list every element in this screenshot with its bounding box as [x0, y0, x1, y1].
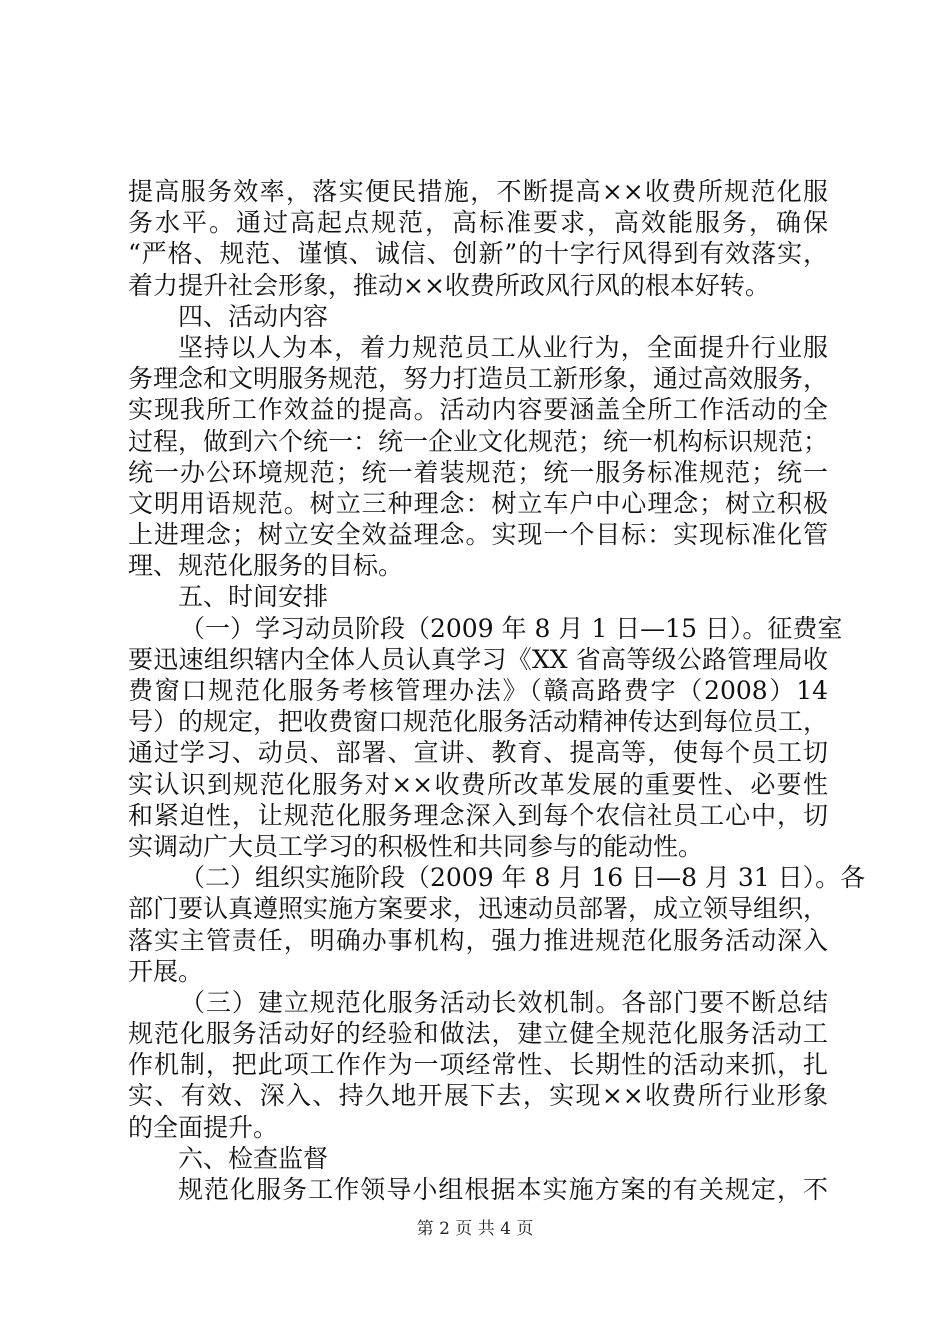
text-line: 过程，做到六个统一：统一企业文化规范；统一机构标识规范；	[128, 426, 829, 456]
page-number-footer: 第 2 页 共 4 页	[416, 1219, 534, 1239]
text-line: 部门要认真遵照实施方案要求，迅速动员部署，成立领导组织，	[128, 894, 829, 924]
document-body	[128, 176, 866, 1205]
text-line: “严格、规范、谨慎、诚信、创新”的十字行风得到有效落实，	[128, 239, 828, 269]
text-line: （二）组织实施阶段（2009 年 8 月 16 日—8 月 31 日）。各	[180, 863, 866, 893]
section-heading: 四、活动内容	[178, 301, 329, 331]
text-line: 实、有效、深入、持久地开展下去，实现××收费所行业形象	[128, 1081, 828, 1111]
text-line: 开展。	[128, 956, 204, 986]
text-line: 提高服务效率，落实便民措施，不断提高××收费所规范化服	[128, 177, 828, 206]
text-line: 规范化服务工作领导小组根据本实施方案的有关规定，不	[178, 1175, 828, 1204]
text-line: 实现我所工作效益的提高。活动内容要涵盖全所工作活动的全	[128, 395, 828, 425]
text-line: 务理念和文明服务规范，努力打造员工新形象，通过高效服务，	[128, 364, 829, 394]
text-line: 实认识到规范化服务对××收费所改革发展的重要性、必要性	[128, 769, 828, 799]
text-line: （一）学习动员阶段（2009 年 8 月 1 日—15 日）。征费室	[180, 613, 843, 643]
text-line: 作机制，把此项工作作为一项经常性、长期性的活动来抓，扎	[128, 1050, 828, 1080]
text-line: 着力提升社会形象，推动××收费所政风行风的根本好转。	[128, 270, 770, 300]
section-heading: 六、检查监督	[178, 1143, 329, 1173]
text-line: 理、规范化服务的目标。	[128, 551, 404, 581]
section-heading: 五、时间安排	[178, 582, 329, 612]
text-line: 的全面提升。	[128, 1112, 279, 1142]
text-line: 务水平。通过高起点规范，高标准要求，高效能服务，确保	[128, 208, 828, 238]
text-line: 坚持以人为本，着力规范员工从业行为，全面提升行业服	[178, 332, 828, 362]
text-line: 统一办公环境规范；统一着装规范；统一服务标准规范；统一	[128, 457, 828, 487]
text-line: 落实主管责任，明确办事机构，强力推进规范化服务活动深入	[128, 925, 828, 955]
text-line: 要迅速组织辖内全体人员认真学习《XX 省高等级公路管理局收	[128, 644, 828, 674]
text-line: 文明用语规范。树立三种理念：树立车户中心理念；树立积极	[128, 488, 828, 518]
text-line: 规范化服务活动好的经验和做法，建立健全规范化服务活动工	[128, 1019, 828, 1049]
text-line: 上进理念；树立安全效益理念。实现一个目标：实现标准化管	[128, 520, 828, 550]
text-line: 和紧迫性，让规范化服务理念深入到每个农信社员工心中，切	[128, 800, 828, 830]
text-line: 通过学习、动员、部署、宣讲、教育、提高等，使每个员工切	[128, 738, 828, 768]
text-line: 费窗口规范化服务考核管理办法》（赣高路费字（2008）14	[128, 676, 828, 705]
text-line: （三）建立规范化服务活动长效机制。各部门要不断总结	[180, 987, 828, 1017]
text-line: 实调动广大员工学习的积极性和共同参与的能动性。	[128, 831, 704, 861]
text-line: 号）的规定，把收费窗口规范化服务活动精神传达到每位员工，	[128, 707, 829, 737]
